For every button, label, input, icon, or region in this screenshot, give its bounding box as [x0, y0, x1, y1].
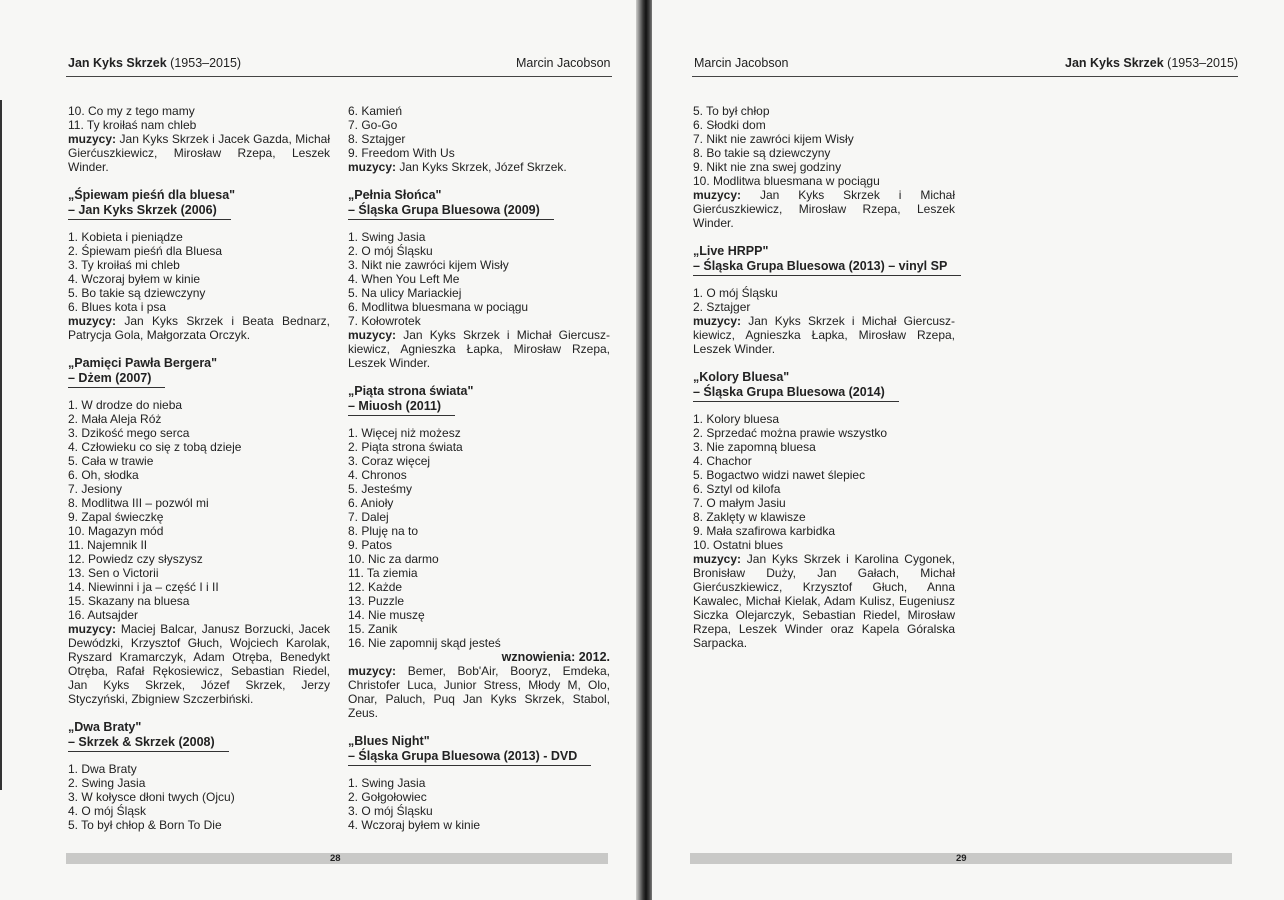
- album-title: „Blues Night": [348, 734, 430, 748]
- album-artist: – Śląska Grupa Bluesowa: [348, 749, 501, 763]
- track-item: 2. Swing Jasia: [68, 776, 146, 790]
- track-list: [68, 230, 330, 314]
- track-list: [68, 398, 330, 622]
- track-item: 7. Dalej: [348, 510, 389, 524]
- track-item: 5. Bogactwo widzi nawet ślepiec: [693, 468, 866, 482]
- album-artist-line: [68, 203, 231, 220]
- musicians-names: Jan Kyks Skrzek i Michał Gierćuszkiewicz, Mirosław Rzepa, Leszek Winder.: [693, 188, 955, 230]
- musicians-credit: [348, 328, 610, 370]
- musicians-credit: [693, 552, 955, 650]
- track-item: 1. Swing Jasia: [348, 230, 426, 244]
- header-rule: [692, 76, 1238, 77]
- track-item: 6. Anioły: [348, 496, 394, 510]
- track-item: 8. Sztajger: [348, 132, 406, 146]
- album-title: „Piąta strona świata": [348, 384, 474, 398]
- musicians-names: Jan Kyks Skrzek i Karolina Cygonek, Bronisław Duży, Jan Gałach, Michał Gierćuszkiewicz, Krzysztof Głuch, Anna Kawalec, Michał Kielak, Adam Kulisz, Eugeniusz Siczka Olejarczyk, Sebastian Riedel, Mirosław Rzepa, Leszek Winder oraz Kapela Góralska Sarpacka.: [693, 552, 955, 650]
- track-item: 2. Sprzedać można prawie wszystko: [693, 426, 888, 440]
- album-year: (2011): [405, 399, 442, 413]
- track-item: 7. Nikt nie zawróci kijem Wisły: [693, 132, 854, 146]
- musicians-credit: [348, 160, 610, 174]
- album-title: „Kolory Bluesa": [693, 370, 790, 384]
- track-item: 3. Nikt nie zawróci kijem Wisły: [348, 258, 509, 272]
- track-item: 6. Blues kota i psa: [68, 300, 167, 314]
- track-item: 4. Wczoraj byłem w kinie: [68, 272, 201, 286]
- track-item: 7. O małym Jasiu: [693, 496, 786, 510]
- track-item: 7. Kołowrotek: [348, 314, 421, 328]
- album-artist: – Dżem: [68, 371, 112, 385]
- album-artist-line: [68, 735, 229, 752]
- album-heading: [693, 370, 955, 402]
- track-item: 8. Modlitwa III – pozwól mi: [68, 496, 209, 510]
- track-item: 2. O mój Śląsku: [348, 244, 433, 258]
- album-title: „Śpiewam pieśń dla bluesa": [68, 188, 236, 202]
- album-year: (2009): [503, 203, 540, 217]
- left-page-column-1: [68, 104, 330, 832]
- album-year: (2007): [115, 371, 152, 385]
- track-item: 1. W drodze do nieba: [68, 398, 183, 412]
- track-item: 12. Każde: [348, 580, 403, 594]
- musicians-label: muzycy:: [348, 664, 397, 678]
- album-artist-line: [348, 749, 591, 766]
- track-item: 6. Słodki dom: [693, 118, 766, 132]
- track-item: 4. When You Left Me: [348, 272, 460, 286]
- track-item: 3. Dzikość mego serca: [68, 426, 190, 440]
- header-name: Jan Kyks Skrzek: [1065, 56, 1164, 70]
- track-item: 10. Modlitwa bluesmana w pociągu: [693, 174, 880, 188]
- track-item: 14. Nie muszę: [348, 608, 425, 622]
- album-artist: – Miuosh: [348, 399, 403, 413]
- musicians-credit: [348, 664, 610, 720]
- track-item: 1. Swing Jasia: [348, 776, 426, 790]
- track-item: 10. Magazyn mód: [68, 524, 164, 538]
- left-page: [0, 0, 640, 900]
- album-title: „Dwa Braty": [68, 720, 142, 734]
- page-number: 29: [956, 853, 967, 864]
- musicians-label: muzycy:: [693, 552, 742, 566]
- track-list: [693, 286, 955, 314]
- track-item: 1. Kobieta i pieniądze: [68, 230, 183, 244]
- track-item: 12. Powiedz czy słyszysz: [68, 552, 203, 566]
- musicians-names: Maciej Balcar, Janusz Borzucki, Jacek Dewódzki, Krzysztof Głuch, Wojciech Karolak, Ryszard Kramarczyk, Adam Otręba, Benedykt Otręba, Rafał Rękosiewicz, Sebastian Riedel, Jan Kyks Skrzek, Józef Skrzek, Jerzy Styczyński, Zbigniew Szczerbiński.: [68, 622, 330, 706]
- track-item: 2. Gołgołowiec: [348, 790, 427, 804]
- track-item: 13. Puzzle: [348, 594, 405, 608]
- track-list: [693, 412, 955, 552]
- musicians-names: Jan Kyks Skrzek i Michał Giercusz-kiewicz, Agnieszka Łapka, Mirosław Rzepa, Leszek Winder.: [348, 328, 610, 370]
- album-year: (2013) - DVD: [503, 749, 578, 763]
- track-item: 4. Chachor: [693, 454, 752, 468]
- page-number: 28: [330, 853, 341, 864]
- track-item: 1. Więcej niż możesz: [348, 426, 461, 440]
- musicians-label: muzycy:: [68, 132, 117, 146]
- track-item: 2. Sztajger: [693, 300, 751, 314]
- album-heading: [68, 356, 330, 388]
- running-header-title: [1065, 56, 1238, 70]
- musicians-credit: [68, 314, 330, 342]
- right-page-column-1: [693, 104, 955, 650]
- track-item: 7. Go-Go: [348, 118, 398, 132]
- left-page-column-2: [348, 104, 610, 832]
- album-artist-line: [348, 399, 455, 416]
- album-title: „Live HRPP": [693, 244, 769, 258]
- track-item: 6. Oh, słodka: [68, 468, 139, 482]
- album-artist-line: [348, 203, 554, 220]
- running-header-author: Marcin Jacobson: [694, 56, 789, 70]
- musicians-names: Jan Kyks Skrzek, Józef Skrzek.: [399, 160, 567, 174]
- musicians-credit: [693, 314, 955, 356]
- musicians-names: Jan Kyks Skrzek i Michał Giercusz-kiewicz, Agnieszka Łapka, Mirosław Rzepa, Leszek Winder.: [693, 314, 955, 356]
- track-item: 15. Skazany na bluesa: [68, 594, 190, 608]
- musicians-label: muzycy:: [693, 188, 742, 202]
- album-heading: [348, 384, 610, 416]
- album-artist-line: [693, 259, 961, 276]
- album-year: (2014): [848, 385, 885, 399]
- track-item: 11. Ta ziemia: [348, 566, 418, 580]
- track-item: 4. Człowieku co się z tobą dzieje: [68, 440, 242, 454]
- track-item: 6. Modlitwa bluesmana w pociągu: [348, 300, 529, 314]
- header-years: (1953–2015): [170, 56, 242, 70]
- album-heading: [693, 244, 955, 276]
- track-item: 8. Pluję na to: [348, 524, 419, 538]
- album-heading: [348, 734, 610, 766]
- musicians-credit: [68, 132, 330, 174]
- album-heading: [68, 720, 330, 752]
- track-list: [68, 762, 330, 832]
- track-item: 11. Najemnik II: [68, 538, 148, 552]
- track-item: 4. Wczoraj byłem w kinie: [348, 818, 481, 832]
- track-item: 8. Zaklęty w klawisze: [693, 510, 806, 524]
- album-artist-line: [693, 385, 899, 402]
- track-item: 2. Śpiewam pieśń dla Bluesa: [68, 244, 223, 258]
- track-item: 10. Nic za darmo: [348, 552, 439, 566]
- musicians-names: Jan Kyks Skrzek i Beata Bednarz, Patrycja Gola, Małgorzata Orczyk.: [68, 314, 331, 342]
- track-item: 6. Sztyl od kilofa: [693, 482, 781, 496]
- album-artist: – Śląska Grupa Bluesowa: [693, 385, 846, 399]
- track-item: 10. Co my z tego mamy: [68, 104, 195, 118]
- track-item: 3. W kołysce dłoni twych (Ojcu): [68, 790, 235, 804]
- album-artist: – Jan Kyks Skrzek: [68, 203, 178, 217]
- track-item: 15. Zanik: [348, 622, 398, 636]
- track-item: 3. Nie zapomną bluesa: [693, 440, 816, 454]
- track-item: 2. Piąta strona świata: [348, 440, 463, 454]
- album-year: (2008): [178, 735, 215, 749]
- track-item: 9. Nikt nie zna swej godziny: [693, 160, 842, 174]
- track-item: 16. Autsajder: [68, 608, 139, 622]
- track-item: 5. Bo takie są dziewczyny: [68, 286, 206, 300]
- musicians-label: muzycy:: [68, 622, 117, 636]
- page-edge: [0, 100, 2, 790]
- track-list: [348, 426, 610, 650]
- album-artist-line: [68, 371, 165, 388]
- track-item: 3. Coraz więcej: [348, 454, 431, 468]
- track-item: 7. Jesiony: [68, 482, 123, 496]
- track-item: 14. Niewinni i ja – część I i II: [68, 580, 219, 594]
- track-item: 5. Jesteśmy: [348, 482, 413, 496]
- album-artist: – Śląska Grupa Bluesowa: [348, 203, 501, 217]
- musicians-label: muzycy:: [348, 328, 397, 342]
- musicians-label: muzycy:: [68, 314, 117, 328]
- track-list: [348, 230, 610, 328]
- track-item: 1. Kolory bluesa: [693, 412, 780, 426]
- track-item: 9. Mała szafirowa karbidka: [693, 524, 836, 538]
- track-item: 4. O mój Śląsk: [68, 804, 147, 818]
- right-page: [652, 0, 1284, 900]
- album-artist: – Śląska Grupa Bluesowa: [693, 259, 846, 273]
- track-item: 8. Bo takie są dziewczyny: [693, 146, 831, 160]
- running-header-author: Marcin Jacobson: [516, 56, 611, 70]
- album-artist: – Skrzek & Skrzek: [68, 735, 176, 749]
- album-year: (2013) – vinyl SP: [848, 259, 948, 273]
- track-list: [348, 776, 610, 832]
- track-item: 1. O mój Śląsku: [693, 286, 778, 300]
- track-item: 9. Freedom With Us: [348, 146, 455, 160]
- album-title: „Pełnia Słońca": [348, 188, 442, 202]
- musicians-credit: [68, 622, 330, 706]
- track-item: 3. Ty kroiłaś mi chleb: [68, 258, 180, 272]
- track-item: 11. Ty kroiłaś nam chleb: [68, 118, 197, 132]
- track-item: 3. O mój Śląsku: [348, 804, 433, 818]
- header-rule: [66, 76, 612, 77]
- track-item: 6. Kamień: [348, 104, 403, 118]
- track-item: 13. Sen o Victorii: [68, 566, 159, 580]
- track-item: 4. Chronos: [348, 468, 407, 482]
- track-item: 5. Cała w trawie: [68, 454, 154, 468]
- track-item: 9. Patos: [348, 538, 393, 552]
- track-item: 5. To był chłop & Born To Die: [68, 818, 222, 832]
- album-heading: [68, 188, 330, 220]
- track-item: 5. Na ulicy Mariackiej: [348, 286, 462, 300]
- track-item: 9. Zapal świeczkę: [68, 510, 164, 524]
- album-heading: [348, 188, 610, 220]
- header-years: (1953–2015): [1167, 56, 1239, 70]
- track-item: 10. Ostatni blues: [693, 538, 784, 552]
- musicians-names: Bemer, Bob'Air, Booryz, Emdeka, Christofer Luca, Junior Stress, Młody M, Olo, Onar, Paluch, Puq Jan Kyks Skrzek, Stabol, Zeus.: [348, 664, 610, 720]
- album-title: „Pamięci Pawła Bergera": [68, 356, 218, 370]
- album-year: (2006): [180, 203, 217, 217]
- reissues-note: wznowienia: 2012.: [501, 650, 610, 664]
- track-item: 16. Nie zapomnij skąd jesteś: [348, 636, 501, 650]
- running-header-title: [68, 56, 241, 70]
- musicians-names: Jan Kyks Skrzek i Jacek Gazda, Michał Gierćuszkiewicz, Mirosław Rzepa, Leszek Winder.: [68, 132, 330, 174]
- header-name: Jan Kyks Skrzek: [68, 56, 167, 70]
- musicians-label: muzycy:: [348, 160, 397, 174]
- musicians-label: muzycy:: [693, 314, 742, 328]
- musicians-credit: [693, 188, 955, 230]
- track-item: 2. Mała Aleja Róż: [68, 412, 162, 426]
- track-item: 5. To był chłop: [693, 104, 770, 118]
- track-item: 1. Dwa Braty: [68, 762, 137, 776]
